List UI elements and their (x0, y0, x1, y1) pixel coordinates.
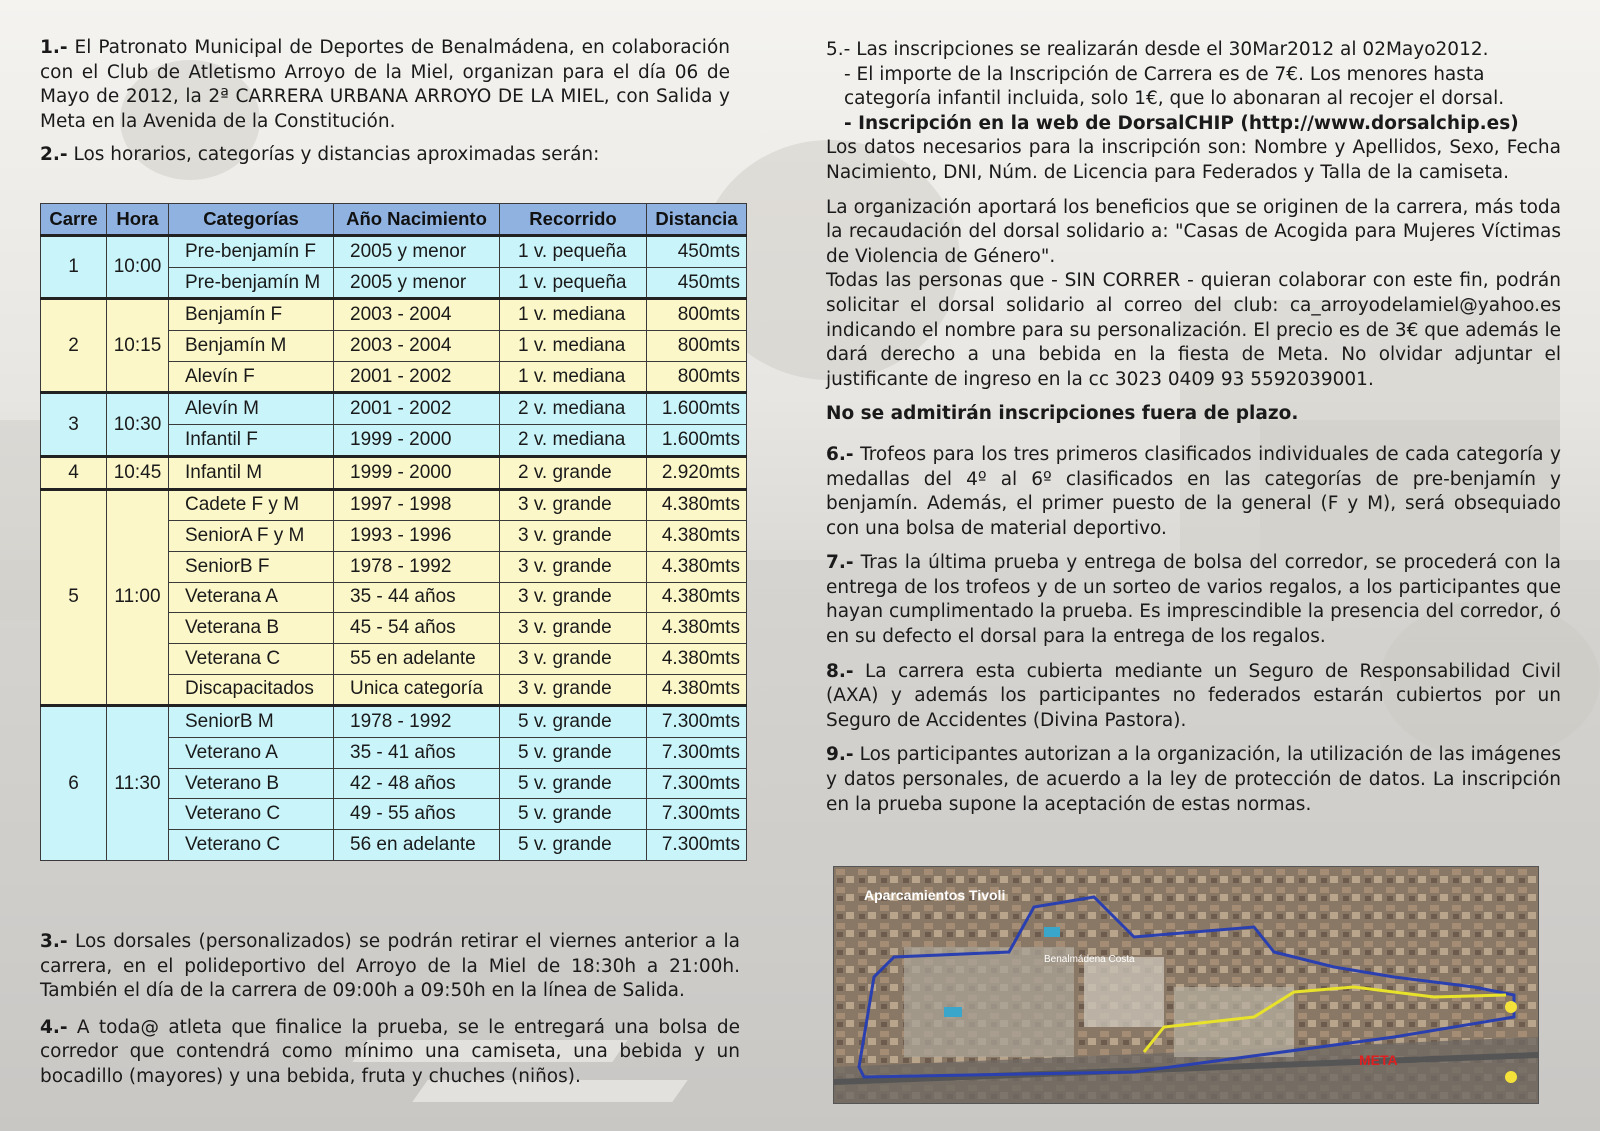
cell-categoria: Cadete F y M (169, 489, 334, 521)
cell-categoria: Alevín M (169, 393, 334, 425)
cell-categoria: SeniorB M (169, 706, 334, 738)
cell-recorrido: 3 v. grande (500, 582, 647, 613)
cell-recorrido: 1 v. pequeña (500, 236, 647, 268)
table-row (41, 236, 747, 268)
paragraph-5-data: Los datos necesarios para la inscripción son: Nombre y Apellidos, Sexo, Fecha Nacimiento, DNI, Núm. de Licencia para Federados y Talla de la camiseta. (826, 137, 1561, 183)
cell-categoria: Alevín F (169, 361, 334, 393)
cell-recorrido: 3 v. grande (500, 643, 647, 674)
cell-carrera: 2 (41, 299, 107, 393)
cell-distancia: 450mts (647, 236, 747, 268)
map-label-place: Benalmádena Costa (1044, 954, 1135, 965)
table-body (41, 236, 747, 861)
paragraph-9: 9.- Los participantes autorizan a la organización, la utilización de las imágenes y datos personales, de acuerdo a la ley de protección de datos. La inscripción en la prueba supone la aceptación de estas normas. (826, 744, 1561, 815)
paragraph-5-dates: 5.- Las inscripciones se realizarán desde el 30Mar2012 al 02Mayo2012. (826, 39, 1489, 60)
table-header-row (41, 204, 747, 236)
cell-categoria: Infantil M (169, 456, 334, 489)
cell-distancia: 800mts (647, 331, 747, 362)
cell-hora: 11:30 (107, 706, 169, 860)
cell-recorrido: 5 v. grande (500, 799, 647, 830)
paragraph-1: 1.- El Patronato Municipal de Deportes de Benalmádena, en colaboración con el Club de Atletismo Arroyo de la Miel, organizan para el día 06 de Mayo de 2012, la 2ª CARRERA URBANA ARROYO DE LA MIEL, con Salida y Meta en la Avenida de la Constitución. (40, 37, 730, 132)
cell-ano-nacimiento: 1999 - 2000 (334, 456, 500, 489)
col-header-categorias: Categorías (169, 204, 334, 236)
cell-recorrido: 1 v. mediana (500, 331, 647, 362)
paragraph-8: 8.- La carrera esta cubierta mediante un Seguro de Responsabilidad Civil (AXA) y además los participantes no federados estarán cubiertos por un Seguro de Accidentes (Divina Pastora). (826, 660, 1561, 731)
cell-ano-nacimiento: 2001 - 2002 (334, 393, 500, 425)
cell-categoria: Veterana A (169, 582, 334, 613)
cell-recorrido: 5 v. grande (500, 738, 647, 769)
cell-ano-nacimiento: 2001 - 2002 (334, 361, 500, 393)
col-header-hora: Hora (107, 204, 169, 236)
cell-ano-nacimiento: 1993 - 1996 (334, 521, 500, 552)
cell-ano-nacimiento: 49 - 55 años (334, 799, 500, 830)
cell-categoria: Pre-benjamín M (169, 267, 334, 299)
cell-ano-nacimiento: 1978 - 1992 (334, 706, 500, 738)
cell-hora: 10:00 (107, 236, 169, 299)
cell-hora: 10:30 (107, 393, 169, 456)
cell-ano-nacimiento: 42 - 48 años (334, 768, 500, 799)
left-top-text (40, 36, 730, 168)
col-header-ano-nacimiento: Año Nacimiento (334, 204, 500, 236)
paragraph-5-web: - Inscripción en la web de DorsalCHIP (http://www.dorsalchip.es) (844, 112, 1519, 134)
col-header-distancia: Distancia (647, 204, 747, 236)
cell-categoria: Veterano C (169, 799, 334, 830)
cell-ano-nacimiento: Unica categoría (334, 674, 500, 706)
cell-recorrido: 5 v. grande (500, 706, 647, 738)
cell-distancia: 4.380mts (647, 613, 747, 644)
cell-ano-nacimiento: 2003 - 2004 (334, 299, 500, 331)
cell-carrera: 1 (41, 236, 107, 299)
cell-distancia: 450mts (647, 267, 747, 299)
cell-hora: 10:45 (107, 456, 169, 489)
cell-recorrido: 1 v. mediana (500, 361, 647, 393)
cell-recorrido: 1 v. mediana (500, 299, 647, 331)
right-column-text (826, 38, 1561, 817)
paragraph-4: 4.- A toda@ atleta que finalice la prueba, se le entregará una bolsa de corredor que contendrá como mínimo una camiseta, una bebida y un bocadillo (mayores) y una bebida, fruta y chuches (niños). (40, 1016, 740, 1087)
table-row (41, 456, 747, 489)
cell-distancia: 4.380mts (647, 521, 747, 552)
cell-distancia: 1.600mts (647, 425, 747, 457)
cell-recorrido: 3 v. grande (500, 613, 647, 644)
cell-ano-nacimiento: 35 - 44 años (334, 582, 500, 613)
paragraph-5-solidario: Todas las personas que - SIN CORRER - quieran colaborar con este fin, podrán solicitar el dorsal solidario al correo del club: ca_arroyodelamiel@yahoo.es indicando el nombre para su personalización. El precio es de 3€ que además le dará derecho a una bebida en la fiesta de Meta. No olvidar adjuntar el justificante de ingreso en la cc 3023 0409 93 5592039001. (826, 270, 1561, 390)
cell-recorrido: 3 v. grande (500, 551, 647, 582)
cell-distancia: 4.380mts (647, 582, 747, 613)
cell-distancia: 1.600mts (647, 393, 747, 425)
cell-categoria: Infantil F (169, 425, 334, 457)
table-row (41, 706, 747, 738)
start-marker (1505, 1071, 1517, 1083)
cell-categoria: Veterano B (169, 768, 334, 799)
table-row (41, 489, 747, 521)
cell-distancia: 4.380mts (647, 551, 747, 582)
cell-ano-nacimiento: 1999 - 2000 (334, 425, 500, 457)
cell-distancia: 4.380mts (647, 674, 747, 706)
cell-recorrido: 3 v. grande (500, 489, 647, 521)
cell-categoria: Benjamín F (169, 299, 334, 331)
cell-carrera: 6 (41, 706, 107, 860)
map-label-meta: META (1359, 1052, 1398, 1068)
cell-recorrido: 1 v. pequeña (500, 267, 647, 299)
cell-distancia: 800mts (647, 299, 747, 331)
cell-hora: 11:00 (107, 489, 169, 706)
left-bottom-text (40, 930, 740, 1090)
col-header-carrera: Carre (41, 204, 107, 236)
cell-categoria: Veterano C (169, 830, 334, 861)
cell-recorrido: 2 v. mediana (500, 425, 647, 457)
cell-ano-nacimiento: 45 - 54 años (334, 613, 500, 644)
cell-ano-nacimiento: 55 en adelante (334, 643, 500, 674)
cell-ano-nacimiento: 1978 - 1992 (334, 551, 500, 582)
map-label-parking: Aparcamientos Tivoli (864, 887, 1006, 903)
paragraph-2: 2.- Los horarios, categorías y distancias aproximadas serán: (40, 144, 600, 166)
paragraph-5-org: La organización aportará los beneficios que se originen de la carrera, más toda la recaudación del dorsal solidario a: "Casas de Acogida para Mujeres Víctimas de Violencia de Género". (826, 196, 1561, 267)
table-row (41, 299, 747, 331)
cell-hora: 10:15 (107, 299, 169, 393)
cell-carrera: 4 (41, 456, 107, 489)
cell-recorrido: 2 v. grande (500, 456, 647, 489)
cell-distancia: 7.300mts (647, 799, 747, 830)
cell-categoria: Veterana B (169, 613, 334, 644)
cell-ano-nacimiento: 2005 y menor (334, 267, 500, 299)
cell-ano-nacimiento: 56 en adelante (334, 830, 500, 861)
cell-distancia: 7.300mts (647, 768, 747, 799)
cell-categoria: SeniorB F (169, 551, 334, 582)
finish-marker (1505, 1001, 1517, 1013)
paragraph-5-fee: - El importe de la Inscripción de Carrera es de 7€. Los menores hasta categoría infantil incluida, solo 1€, que lo abonaran al recojer el dorsal. (844, 63, 1505, 110)
cell-ano-nacimiento: 2005 y menor (334, 236, 500, 268)
cell-recorrido: 3 v. grande (500, 674, 647, 706)
cell-categoria: Veterana C (169, 643, 334, 674)
paragraph-5-deadline: No se admitirán inscripciones fuera de plazo. (826, 403, 1299, 425)
cell-categoria: Benjamín M (169, 331, 334, 362)
cell-ano-nacimiento: 35 - 41 años (334, 738, 500, 769)
cell-recorrido: 5 v. grande (500, 768, 647, 799)
cell-distancia: 2.920mts (647, 456, 747, 489)
cell-categoria: Pre-benjamín F (169, 236, 334, 268)
cell-carrera: 5 (41, 489, 107, 706)
paragraph-6: 6.- Trofeos para los tres primeros clasificados individuales de cada categoría y medallas del 4º al 6º clasificados en las categorías de pre-benjamín y benjamín. Además, el primer puesto de la general (F y M), será obsequiado con una bolsa de material deportivo. (826, 443, 1561, 539)
cell-categoria: Discapacitados (169, 674, 334, 706)
cell-distancia: 800mts (647, 361, 747, 393)
cell-ano-nacimiento: 2003 - 2004 (334, 331, 500, 362)
cell-distancia: 4.380mts (647, 489, 747, 521)
cell-ano-nacimiento: 1997 - 1998 (334, 489, 500, 521)
cell-categoria: SeniorA F y M (169, 521, 334, 552)
cell-recorrido: 5 v. grande (500, 830, 647, 861)
cell-carrera: 3 (41, 393, 107, 456)
race-schedule-table (40, 203, 747, 861)
cell-recorrido: 2 v. mediana (500, 393, 647, 425)
cell-categoria: Veterano A (169, 738, 334, 769)
col-header-recorrido: Recorrido (500, 204, 647, 236)
cell-distancia: 7.300mts (647, 830, 747, 861)
paragraph-3: 3.- Los dorsales (personalizados) se podrán retirar el viernes anterior a la carrera, en el polideportivo del Arroyo de la Miel de 18:30h a 21:00h. También el día de la carrera de 09:00h a 09:50h en la línea de Salida. (40, 931, 740, 1002)
route-map-image (833, 866, 1539, 1104)
table-row (41, 393, 747, 425)
cell-distancia: 7.300mts (647, 706, 747, 738)
cell-distancia: 7.300mts (647, 738, 747, 769)
paragraph-7: 7.- Tras la última prueba y entrega de bolsa del corredor, se procederá con la entrega de los trofeos y de un sorteo de varios regalos, a los participantes que hayan cumplimentado la prueba. Es imprescindible la presencia del corredor, ó en su defecto el dorsal para la entrega de los regalos. (826, 552, 1561, 648)
cell-distancia: 4.380mts (647, 643, 747, 674)
cell-recorrido: 3 v. grande (500, 521, 647, 552)
